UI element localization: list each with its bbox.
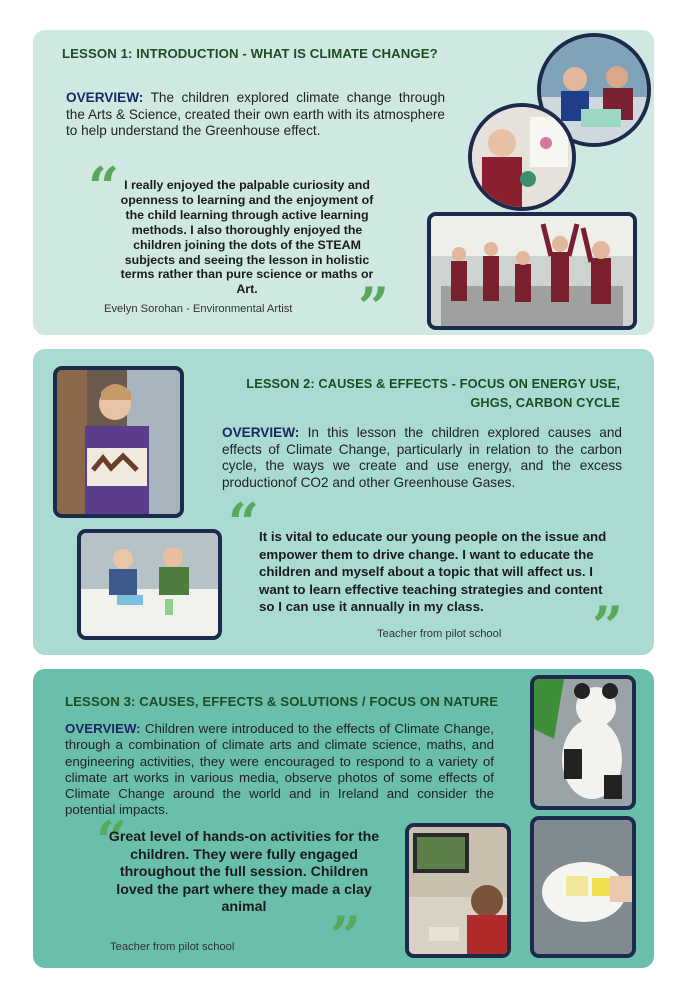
lesson1-overview-text: The children explored climate change through the Arts & Science, created their own earth with its atmosphere to help understand the Greenhouse effect. bbox=[66, 90, 446, 139]
lesson2-overview-text: In this lesson the children explored causes and effects of Climate Change, particularly in relation to the carbon cycle, the ways we create and use energy, and the excess productionof CO2 and other Greenhouse Gases. bbox=[222, 425, 622, 490]
lesson3-attribution: Teacher from pilot school bbox=[110, 941, 235, 953]
lesson3-title: LESSON 3: CAUSES, EFFECTS & SOLUTIONS / FOCUS ON NATURE bbox=[65, 694, 499, 709]
lesson1-attribution: Evelyn Sorohan - Environmental Artist bbox=[104, 303, 293, 315]
lesson3-photo-clay-animal-plate bbox=[530, 816, 636, 958]
lesson2-quote: It is vital to educate our young people on the issue and empower them to drive change. I want to educate the children and myself about a topic that will affect us. I want to learn effective teaching strategies and content so I can use it annually in my class. bbox=[259, 529, 607, 615]
lesson1-open-quote-icon: “ bbox=[88, 155, 120, 219]
lesson1-title: LESSON 1: INTRODUCTION - WHAT IS CLIMATE CHANGE? bbox=[62, 46, 438, 61]
lesson3-overview-label: OVERVIEW: bbox=[65, 721, 141, 736]
lesson2-close-quote-icon: ” bbox=[592, 594, 624, 658]
lesson1-overview-label: OVERVIEW: bbox=[66, 90, 144, 105]
lesson3-photo-panda-clay-model bbox=[530, 675, 636, 810]
lesson1-photo-classroom-arms-up bbox=[427, 212, 637, 330]
lesson2-title bbox=[238, 374, 620, 412]
lesson3-photo-child-at-screen bbox=[405, 823, 511, 958]
lesson1-overview bbox=[66, 90, 445, 140]
lesson2-open-quote-icon: “ bbox=[228, 491, 260, 555]
lesson2-title-line1: LESSON 2: CAUSES & EFFECTS - FOCUS ON ENERGY USE, bbox=[246, 376, 620, 391]
lesson2-title-line2: GHGS, CARBON CYCLE bbox=[470, 395, 620, 410]
lesson3-open-quote-icon: “ bbox=[96, 809, 128, 873]
lesson3-close-quote-icon: ” bbox=[330, 904, 362, 968]
lesson2-attribution: Teacher from pilot school bbox=[377, 628, 502, 640]
lesson2-overview-label: OVERVIEW: bbox=[222, 425, 300, 440]
lesson1-quote: I really enjoyed the palpable curiosity and openness to learning and the enjoyment of the child learning through active learning methods. I also thoroughly enjoyed the children joining the dots of the STEAM subjects and seeing the lesson in holistic terms rather than pure science or maths or Art. bbox=[120, 178, 374, 297]
lesson3-overview-text: Children were introduced to the effects of Climate Change, through a combination of climate arts and climate science, maths, and engineering activities, they were encouraged to respond to a variety of climate art works in various media, observe photos of some effects of Climate Change around the world and in Ireland and consider the potential impacts. bbox=[65, 721, 494, 818]
lesson2-overview bbox=[222, 425, 622, 491]
lesson3-overview bbox=[65, 721, 494, 819]
lesson1-photo-child-earth-model bbox=[468, 103, 576, 211]
lesson2-photo-child-drawing bbox=[53, 366, 184, 518]
lesson1-close-quote-icon: ” bbox=[358, 275, 390, 339]
lesson3-quote: Great level of hands-on activities for the children. They were fully engaged throughout the full session. Children loved the part where they made a clay animal bbox=[108, 829, 380, 916]
lesson2-photo-children-at-table bbox=[77, 529, 222, 640]
